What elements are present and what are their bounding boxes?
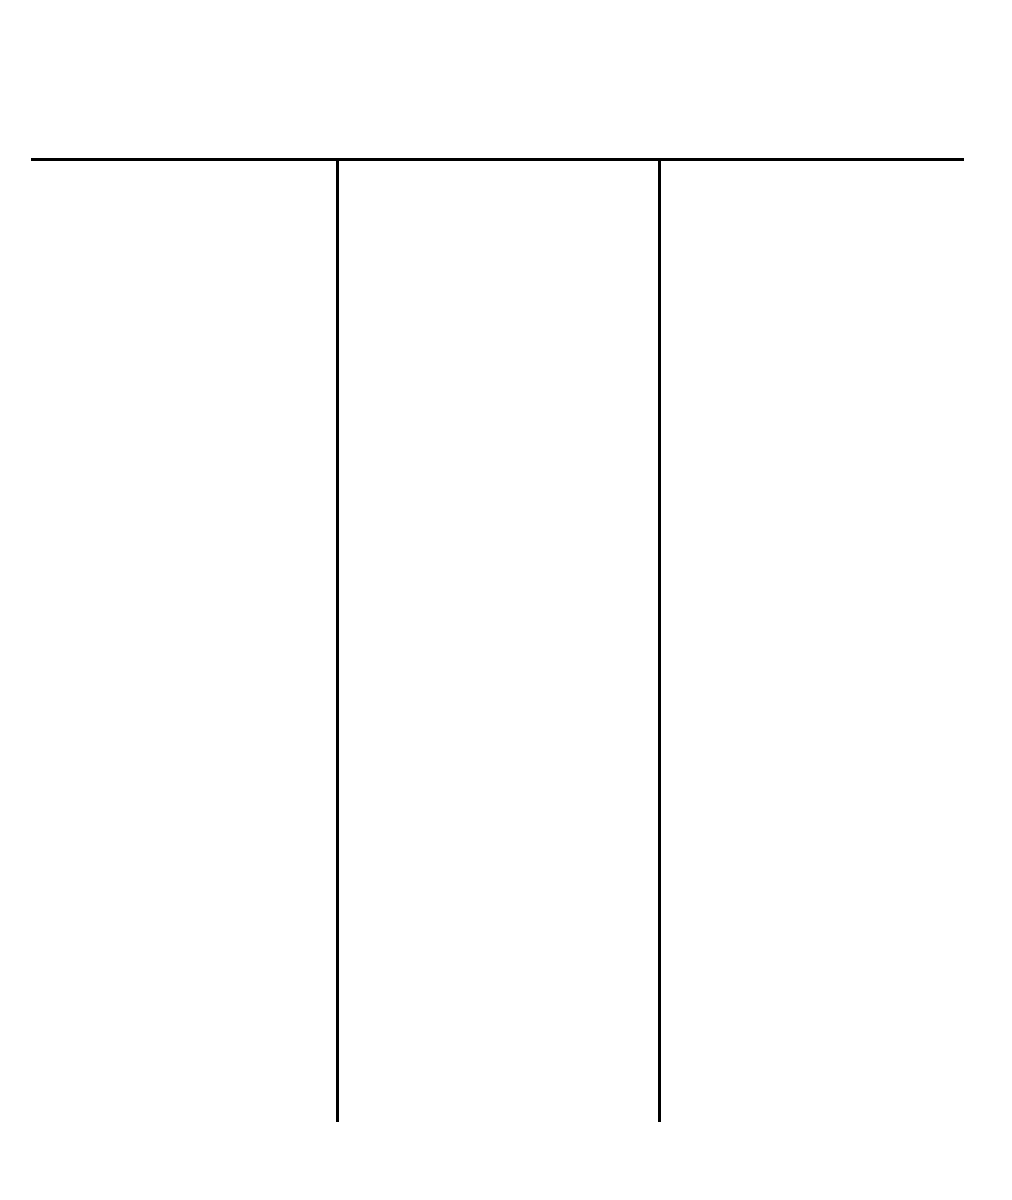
column-divider-1 (336, 160, 339, 1122)
header-rule (31, 158, 964, 161)
column-divider-2 (658, 160, 661, 1122)
